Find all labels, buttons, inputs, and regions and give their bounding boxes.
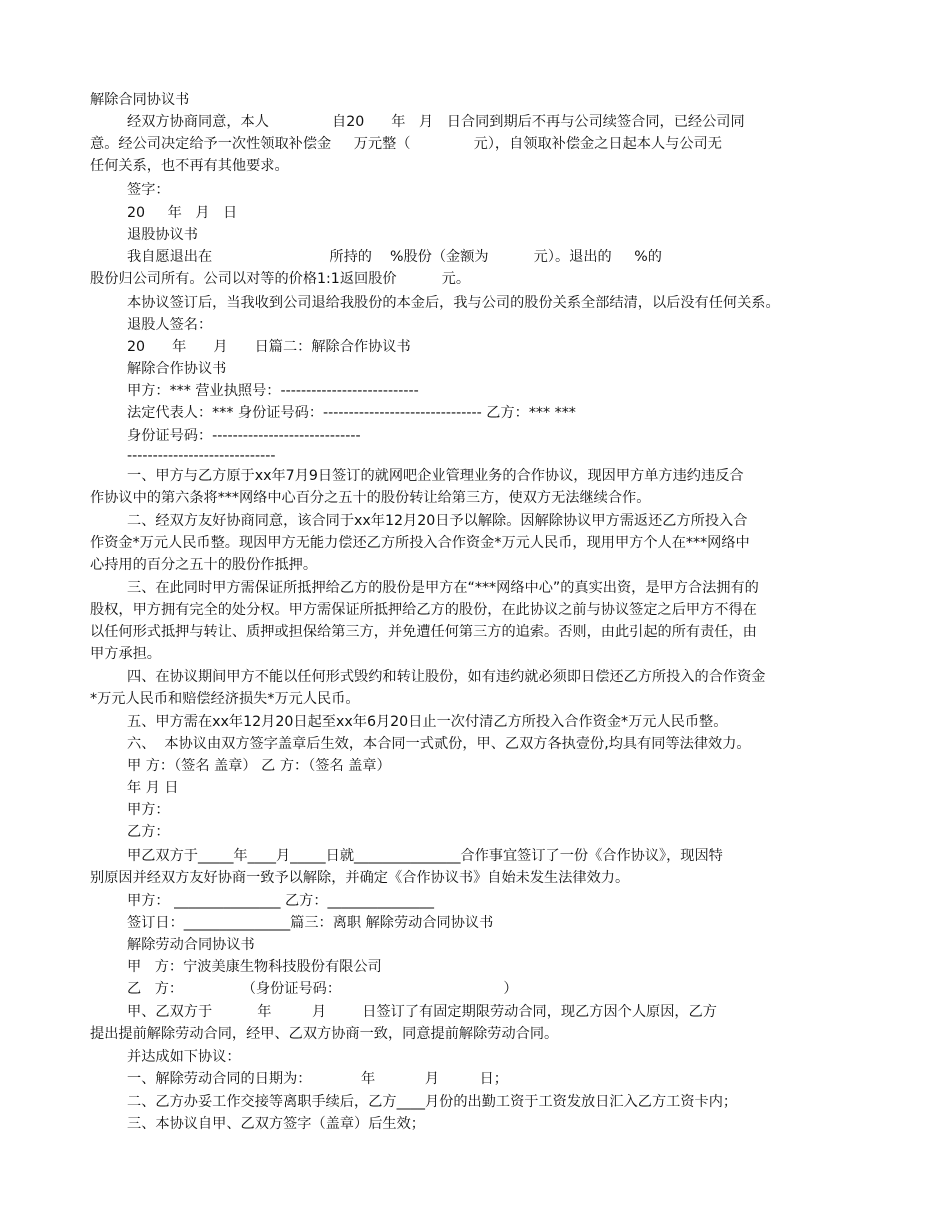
text-line-l23: 三、在此同时甲方需保证所抵押给乙方的股份是甲方在“***网络中心”的真实出资，是甲方合法拥有的	[127, 580, 759, 596]
text-line-l26: 甲方承担。	[90, 646, 161, 662]
text-line-l16: 身份证号码：-----------------------------	[127, 428, 361, 444]
text-line-l02: 经双方协商同意，本人 自20 年 月 日合同到期后不再与公司续签合同，已经公司同	[127, 114, 745, 130]
text-line-l22: 心持用的百分之五十的股份作抵押。	[90, 557, 318, 573]
text-line-l36: 别原因并经双方友好协商一致予以解除，并确定《合作协议书》自始未发生法律效力。	[90, 870, 630, 886]
text-line-l05: 签字：	[127, 182, 170, 198]
text-line-l10: 本协议签订后，当我收到公司退给我股份的本金后，我与公司的股份关系全部结清，以后没有任何关系。	[127, 295, 780, 311]
text-line-l17: -----------------------------	[127, 448, 276, 464]
text-line-l21: 作资金*万元人民币整。现因甲方无能力偿还乙方所投入合作资金*万元人民币，现用甲方个人在***网络中	[90, 535, 750, 551]
text-line-l28: *万元人民币和赔偿经济损失*万元人民币。	[90, 691, 360, 707]
text-line-l35: 甲乙双方于_____年____月_____日就_______________合作事宜签订了一份《合作协议》，现因特	[127, 848, 723, 864]
text-line-l41: 乙 方： （身份证号码： ）	[127, 981, 518, 997]
text-line-l06: 20 年 月 日	[127, 205, 238, 221]
text-line-l44: 并达成如下协议：	[127, 1049, 241, 1065]
text-line-l27: 四、在协议期间甲方不能以任何形式毁约和转让股份，如有违约就必须即日偿还乙方所投入的合作资金	[127, 669, 766, 685]
text-line-l11: 退股人签名：	[127, 317, 213, 333]
text-line-l24: 股权，甲方拥有完全的处分权。甲方需保证所抵押给乙方的股份，在此协议之前与协议签定之后甲方不得在	[90, 602, 757, 618]
text-line-l42: 甲、乙双方于 年 月 日签订了有固定期限劳动合同，现乙方因个人原因，乙方	[127, 1004, 717, 1020]
text-line-l15: 法定代表人：*** 身份证号码：------------------------------- 乙方：*** ***	[127, 405, 576, 421]
text-line-l38: 签订日：_______________篇三：离职 解除劳动合同协议书	[127, 915, 494, 931]
text-line-l03: 意。经公司决定给予一次性领取补偿金 万元整（ 元），自领取补偿金之日起本人与公司无	[90, 136, 722, 152]
text-line-l14: 甲方：*** 营业执照号：---------------------------	[127, 383, 419, 399]
text-line-l25: 以任何形式抵押与转让、质押或担保给第三方，并免遭任何第三方的追索。否则，由此引起的所有责任，由	[90, 624, 757, 640]
text-line-l12: 20 年 月 日篇二：解除合作协议书	[127, 339, 411, 355]
text-line-l04: 任何关系，也不再有其他要求。	[90, 158, 289, 174]
text-line-l31: 甲 方：（签名 盖章） 乙 方：（签名 盖章）	[127, 758, 391, 774]
text-line-l13: 解除合作协议书	[127, 361, 227, 377]
text-line-l19: 作协议中的第六条将***网络中心百分之五十的股份转让给第三方，使双方无法继续合作。	[90, 490, 651, 506]
text-line-l09: 股份归公司所有。公司以对等的价格1:1返回股价 元。	[90, 271, 471, 287]
text-line-l39: 解除劳动合同协议书	[127, 937, 255, 953]
text-line-l07: 退股协议书	[127, 227, 198, 243]
text-line-l34: 乙方：	[127, 824, 170, 840]
text-line-l32: 年 月 日	[127, 780, 179, 796]
text-line-l01: 解除合同协议书	[90, 92, 190, 108]
text-line-l18: 一、甲方与乙方原于xx年7月9日签订的就网吧企业管理业务的合作协议，现因甲方单方违约违反合	[127, 468, 744, 484]
text-line-l45: 一、解除劳动合同的日期为： 年 月 日；	[127, 1071, 508, 1087]
text-line-l46: 二、乙方办妥工作交接等离职手续后，乙方____月份的出勤工资于工资发放日汇入乙方工资卡内；	[127, 1094, 738, 1110]
text-line-l37: 甲方： _______________ 乙方：_______________	[127, 893, 434, 909]
text-line-l40: 甲 方：宁波美康生物科技股份有限公司	[127, 959, 382, 975]
text-line-l29: 五、甲方需在xx年12月20日起至xx年6月20日止一次付清乙方所投入合作资金*万元人民币整。	[127, 714, 728, 730]
text-line-l20: 二、经双方友好协商同意，该合同于xx年12月20日予以解除。因解除协议甲方需返还乙方所投入合	[127, 513, 748, 529]
text-line-l47: 三、本协议自甲、乙双方签字（盖章）后生效；	[127, 1116, 425, 1132]
text-line-l33: 甲方：	[127, 802, 170, 818]
text-line-l08: 我自愿退出在 所持的 %股份（金额为 元）。退出的 %的	[127, 249, 662, 265]
text-line-l43: 提出提前解除劳动合同，经甲、乙双方协商一致，同意提前解除劳动合同。	[90, 1026, 559, 1042]
text-line-l30: 六、 本协议由双方签字盖章后生效，本合同一式贰份，甲、乙双方各执壹份,均具有同等法律效力。	[127, 736, 751, 752]
